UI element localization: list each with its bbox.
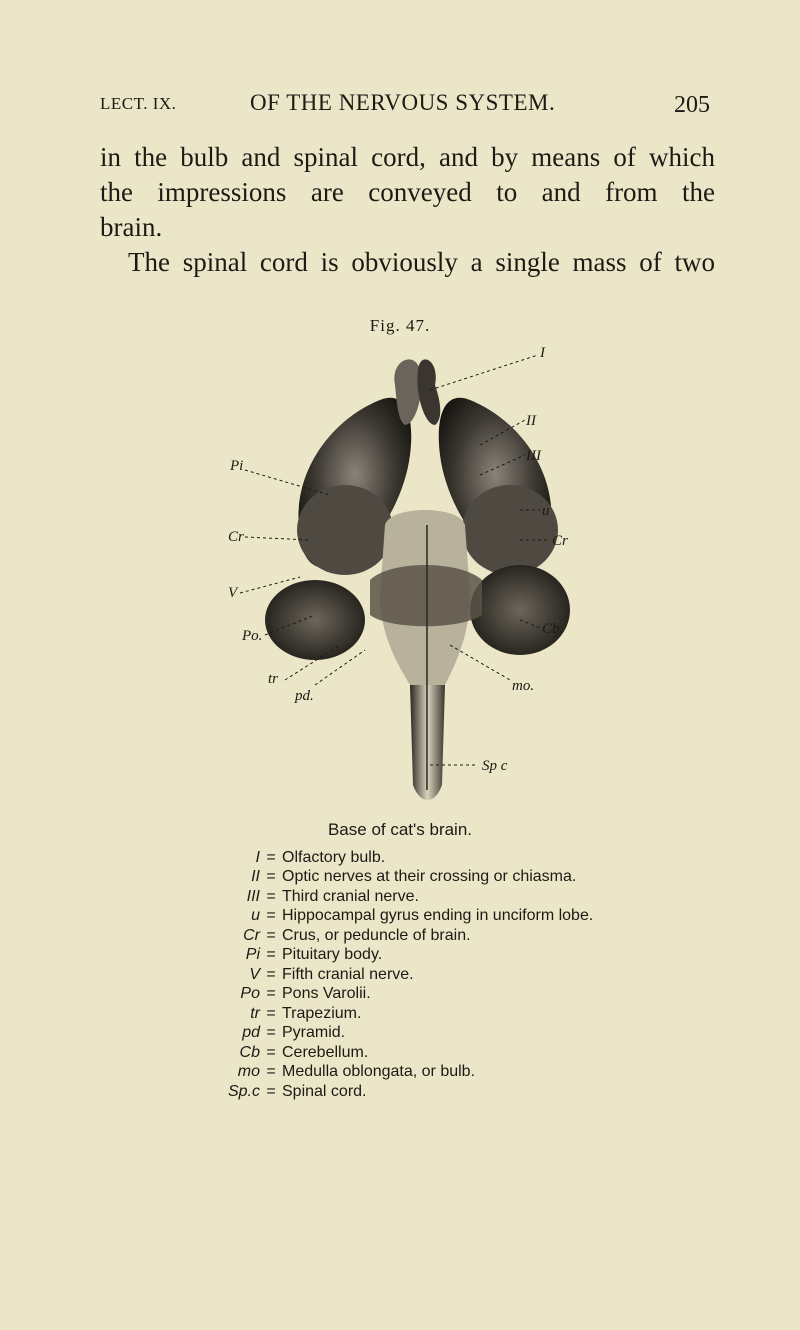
legend-row — [200, 1082, 593, 1102]
legend-row — [200, 1043, 593, 1063]
legend-equals: = — [266, 848, 276, 866]
legend-equals: = — [266, 965, 276, 983]
figure-title: Fig. 47. — [369, 316, 431, 335]
label-I: I — [540, 345, 545, 361]
page-number: 205 — [674, 92, 710, 118]
legend-equals: = — [266, 868, 276, 886]
legend-key: Sp.c — [227, 1082, 260, 1100]
legend-equals: = — [266, 926, 276, 944]
figure-caption: Base of cat's brain. — [327, 820, 473, 839]
legend-key: III — [246, 887, 260, 905]
legend-equals: = — [266, 887, 276, 905]
body-line: brain. — [100, 212, 163, 242]
label-pi: Pi — [230, 458, 244, 474]
label-cr-left: Cr — [228, 529, 244, 545]
legend-equals: = — [266, 1082, 276, 1100]
legend-key: Cr — [243, 926, 260, 944]
lecture-number: LECT. IX. — [100, 94, 177, 113]
legend-key: Po — [240, 985, 260, 1003]
chapter-title: OF THE NERVOUS SYSTEM. — [250, 90, 556, 115]
legend-description: Medulla oblongata, or bulb. — [282, 1063, 476, 1081]
legend-row — [200, 1024, 593, 1044]
legend-description: Pituitary body. — [282, 946, 383, 964]
label-v: V — [228, 585, 238, 601]
legend-description: Pons Varolii. — [282, 985, 371, 1003]
legend-description: Olfactory bulb. — [282, 848, 386, 866]
brain-illustration — [220, 345, 620, 815]
legend-key: V — [249, 965, 260, 983]
legend-key: Pi — [245, 946, 260, 964]
legend-row — [200, 848, 593, 868]
legend-equals: = — [266, 985, 276, 1003]
label-II: II — [526, 413, 536, 429]
legend-row — [200, 946, 593, 966]
legend-equals: = — [266, 1063, 276, 1081]
legend-description: Third cranial nerve. — [282, 887, 419, 905]
legend-equals: = — [266, 946, 276, 964]
legend-equals: = — [266, 1004, 276, 1022]
legend-key: pd — [242, 1024, 260, 1042]
legend-description: Spinal cord. — [282, 1082, 367, 1100]
label-III: III — [526, 448, 541, 464]
legend-description: Pyramid. — [282, 1024, 346, 1042]
legend-row — [200, 965, 593, 985]
legend-row — [200, 1004, 593, 1024]
label-u: u — [542, 503, 550, 519]
label-mo: mo. — [512, 678, 535, 694]
legend-row — [200, 1063, 593, 1083]
legend-equals: = — [266, 1024, 276, 1042]
legend-row — [200, 868, 593, 888]
body-line: the impressions are conveyed to and from the — [100, 177, 715, 207]
legend-row — [200, 887, 593, 907]
legend-key: II — [251, 868, 260, 886]
legend-description: Hippocampal gyrus ending in unciform lobe. — [282, 907, 594, 925]
label-po: Po. — [242, 628, 263, 644]
legend-description: Fifth cranial nerve. — [282, 965, 414, 983]
body-text — [100, 140, 715, 280]
label-tr: tr — [268, 671, 279, 687]
brain-stem — [370, 510, 482, 800]
figure-legend — [200, 848, 593, 1102]
body-line: The spinal cord is obviously a single mass of two — [128, 247, 715, 277]
legend-key: tr — [250, 1004, 260, 1022]
legend-row — [200, 985, 593, 1005]
legend-description: Cerebellum. — [282, 1043, 369, 1061]
label-spc: Sp c — [482, 758, 508, 774]
legend-row — [200, 907, 593, 927]
legend-row — [200, 926, 593, 946]
olfactory-bulbs — [394, 359, 440, 425]
label-pd: pd. — [295, 688, 314, 704]
legend-description: Crus, or peduncle of brain. — [282, 926, 471, 944]
legend-key: u — [251, 907, 260, 925]
running-header — [100, 90, 710, 120]
legend-equals: = — [266, 907, 276, 925]
label-cr-right: Cr — [552, 533, 568, 549]
legend-description: Optic nerves at their crossing or chiasma. — [282, 868, 577, 886]
legend-equals: = — [266, 1043, 276, 1061]
legend-key: Cb — [239, 1043, 260, 1061]
legend-key: I — [255, 848, 260, 866]
body-line: in the bulb and spinal cord, and by means of which — [100, 142, 715, 172]
legend-description: Trapezium. — [282, 1004, 362, 1022]
legend-key: mo — [237, 1063, 260, 1081]
label-cb: Cb. — [542, 621, 564, 637]
